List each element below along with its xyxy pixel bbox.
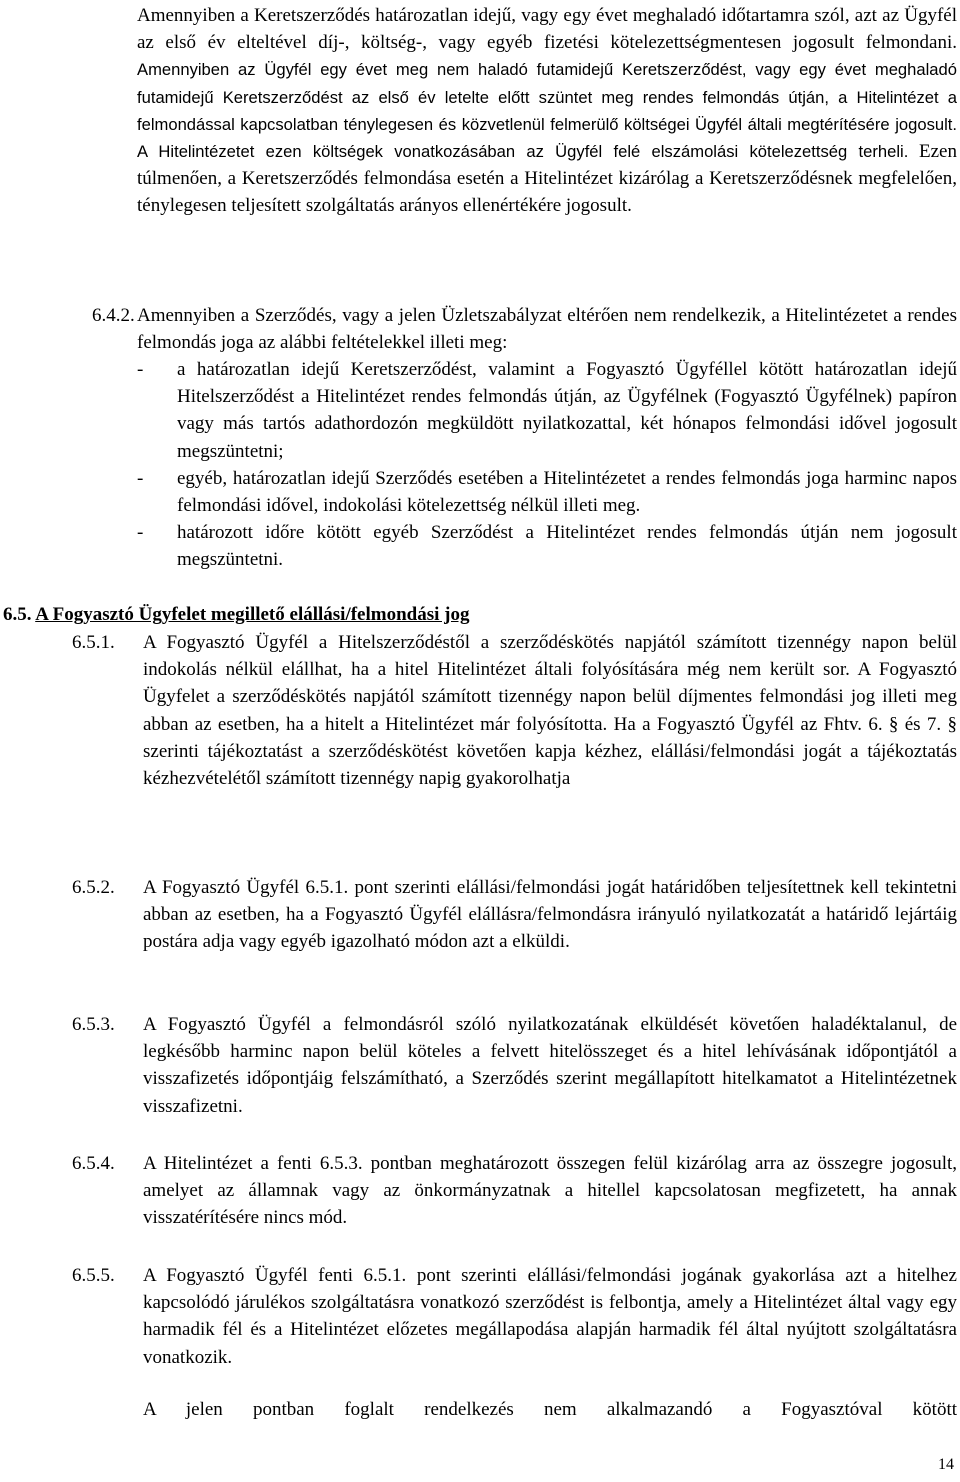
- section-number-65: 6.5.: [3, 604, 32, 625]
- bullet-text-2: egyéb, határozatlan idejű Szerződés esetében a Hitelintézetet a rendes felmondás joga harminc napos felmondási idővel, indokolási kötelezettség nélkül illeti meg.: [177, 468, 957, 517]
- intro-text-serif-a: Amennyiben a Keretszerződés határozatlan idejű, vagy egy évet meghaladó időtartamra szól, azt az Ügyfél az első év elteltével díj-, költség-, vagy egyéb fizetési kötelezettségmentesen jogosult felmondani.: [137, 5, 957, 54]
- intro-paragraph: [137, 2, 957, 220]
- bullet-text-3: határozott időre kötött egyéb Szerződést a Hitelintézet rendes felmondás útján nem jogosult megszüntetni.: [177, 522, 957, 571]
- section-number-654: 6.5.4.: [72, 1153, 115, 1174]
- section-number-653: 6.5.3.: [72, 1014, 115, 1035]
- bullet-text-1: a határozatlan idejű Keretszerződést, valamint a Fogyasztó Ügyféllel kötött határozatlan idejű Hitelszerződést a Hitelintézet rendes felmondás útján, az Ügyfélnek (Fogyasztó Ügyfélnek) papíron vagy más tartós adathordozón megküldött nyilatkozattal, két hónapos felmondási idővel jogosult megszüntetni;: [177, 359, 957, 462]
- closing-paragraph: [143, 1396, 957, 1423]
- section-number-652: 6.5.2.: [72, 877, 115, 898]
- closing-paragraph-text: A jelen pontban foglalt rendelkezés nem alkalmazandó a Fogyasztóval kötött: [143, 1399, 957, 1420]
- section-652-text: A Fogyasztó Ügyfél 6.5.1. pont szerinti elállási/felmondási jogát határidőben teljesítettnek kell tekintetni abban az esetben, ha a Fogyasztó Ügyfél elállásra/felmondásra irányuló nyilatkozatát a határidő lejártáig postára adja vagy egyéb igazolható módon azt a elküldi.: [143, 877, 957, 953]
- section-655-text: A Fogyasztó Ügyfél fenti 6.5.1. pont szerinti elállási/felmondási jogának gyakorlása azt a hitelhez kapcsolódó járulékos szolgáltatásra vonatkozó szerződést is felbontja, amely a Hitelintézet által vagy egy harmadik fél és a Hitelintézet előzetes megállapodása alapján harmadik fél által nyújtott szolgáltatásra vonatkozik.: [143, 1265, 957, 1368]
- bullet-dash-2: -: [137, 468, 144, 489]
- section-number-642: 6.4.2.: [92, 305, 135, 326]
- section-title-65: A Fogyasztó Ügyfelet megillető elállási/felmondási jog: [35, 604, 470, 625]
- section-653-text: A Fogyasztó Ügyfél a felmondásról szóló nyilatkozatának elküldését követően haladéktalanul, de legkésőbb harminc napon belül köteles a felvett hitelösszeget és a hitel lehívásának időpontjától a visszafizetés időpontjáig felszámítható, a Szerződés szerint megállapított hitelkamatot a Hitelintézetnek visszafizetni.: [143, 1014, 957, 1117]
- section-number-651: 6.5.1.: [72, 632, 115, 653]
- bullet-dash-1: -: [137, 359, 144, 380]
- section-heading-65: [3, 601, 470, 628]
- intro-text-sans: Amennyiben az Ügyfél egy évet meg nem haladó futamidejű Keretszerződést, vagy egy évet meghaladó futamidejű Keretszerződést az első év letelte előtt szüntet meg rendes felmondás útján, a Hitelintézet a felmondással kapcsolatban ténylegesen és közvetlenül felmerülő költségei Ügyfél általi megtérítésére jogosult. A Hitelintézetet ezen költségek vonatkozásában az Ügyfél felé elszámolási kötelezettség terheli.: [137, 60, 957, 162]
- section-642-text: Amennyiben a Szerződés, vagy a jelen Üzletszabályzat eltérően nem rendelkezik, a Hitelintézetet a rendes felmondás joga az alábbi feltételekkel illeti meg:: [137, 305, 957, 354]
- bullet-dash-3: -: [137, 522, 144, 543]
- section-651-text: A Fogyasztó Ügyfél a Hitelszerződéstől a szerződéskötés napjától számított tizennégy napon belül indokolás nélkül elállhat, ha a hitel Hitelintézet általi folyósítására még nem került sor. A Fogyasztó Ügyfelet a szerződéskötés napjától számított tizennégy napon belül díjmentes felmondási jog illeti meg abban az esetben, ha a hitelt a Hitelintézet már folyósította. Ha a Fogyasztó Ügyfél az Fhtv. 6. § és 7. § szerinti tájékoztatást a szerződéskötést követően kapja kézhez, elállási/felmondási jogát a tájékoztatás kézhezvételétől számított tizennégy napig gyakorolhatja: [143, 632, 957, 790]
- section-number-655: 6.5.5.: [72, 1265, 115, 1286]
- section-654-text: A Hitelintézet a fenti 6.5.3. pontban meghatározott összegen felül kizárólag arra az összegre jogosult, amelyet az államnak vagy az önkormányzatnak a hitellel kapcsolatosan megfizetett, ha annak visszatérítésére nincs mód.: [143, 1153, 957, 1229]
- page-number: 14: [938, 1456, 954, 1473]
- intro-text-serif-b: Ezen túlmenően, a Keretszerződés felmondása esetén a Hitelintézet kizárólag a Keretszerződésnek megfelelően, ténylegesen teljesített szolgáltatás arányos ellenértékére jogosult.: [137, 141, 957, 217]
